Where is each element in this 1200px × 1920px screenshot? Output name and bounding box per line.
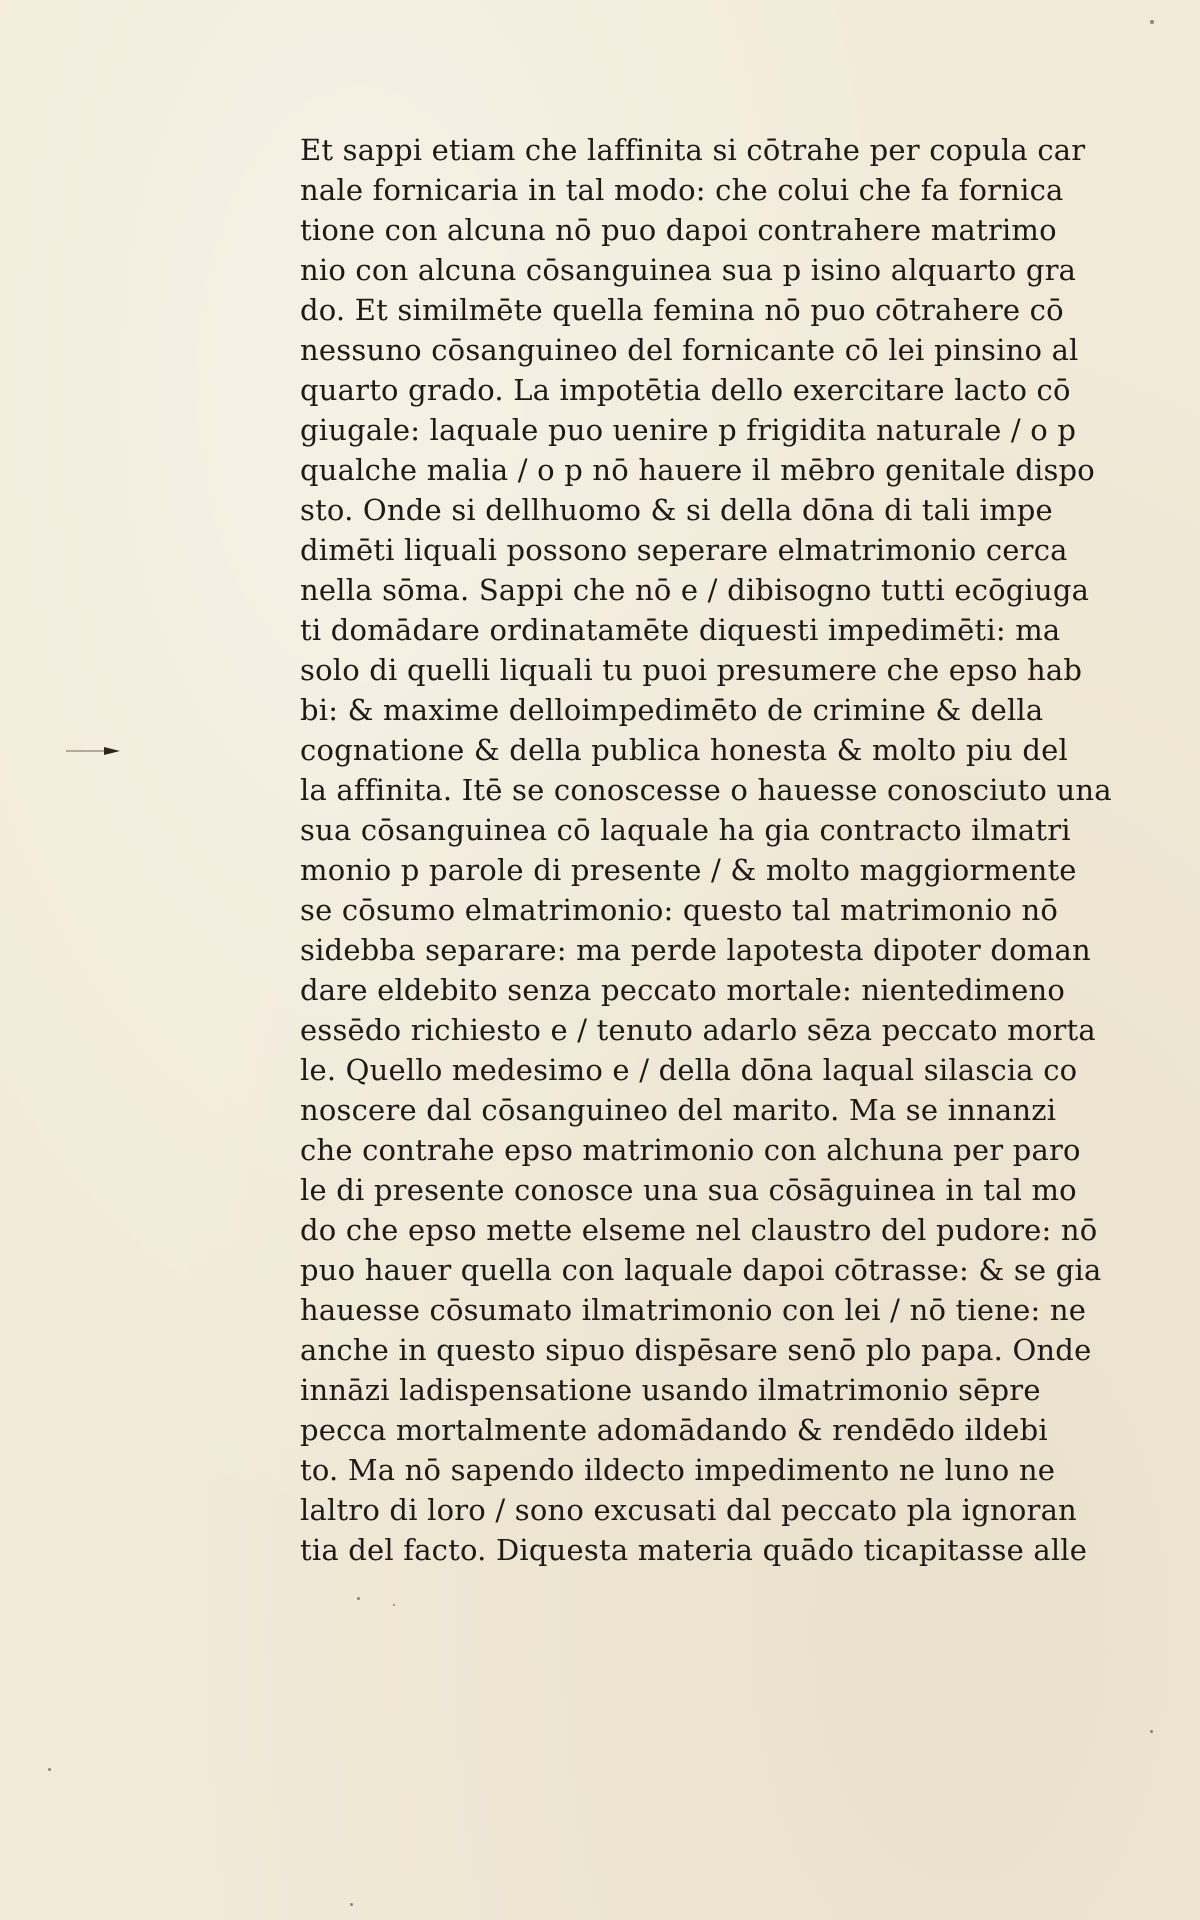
text-line: giugale: laquale puo uenire p frigidita naturale / o p [300, 413, 1077, 447]
paper-speck [48, 1768, 51, 1771]
paper-speck [393, 1604, 395, 1606]
text-column [300, 130, 1130, 1570]
text-line: nessuno cōsanguineo del fornicante cō lei pinsino al [300, 333, 1079, 367]
paper-speck [350, 1903, 353, 1906]
text-line: dimēti liquali possono seperare elmatrimonio cerca [300, 533, 1068, 567]
paper-speck [1150, 1730, 1153, 1733]
text-line: to. Ma nō sapendo ildecto impedimento ne luno ne [300, 1453, 1056, 1487]
text-line: se cōsumo elmatrimonio: questo tal matrimonio nō [300, 893, 1059, 927]
text-line: solo di quelli liquali tu puoi presumere che epso hab [300, 653, 1083, 687]
text-line: essēdo richiesto e / tenuto adarlo sēza peccato morta [300, 1013, 1096, 1047]
text-line: nio con alcuna cōsanguinea sua p isino alquarto gra [300, 253, 1077, 287]
text-line: nella sōma. Sappi che nō e / dibisogno tutti ecōgiuga [300, 573, 1090, 607]
text-line: pecca mortalmente adomādando & rendēdo ildebi [300, 1413, 1048, 1447]
paper-speck [357, 1597, 360, 1600]
text-line: la affinita. Itē se conoscesse o hauesse conosciuto una [300, 773, 1112, 807]
text-line: nale fornicaria in tal modo: che colui che fa fornica [300, 173, 1064, 207]
text-line: noscere dal cōsanguineo del marito. Ma se innanzi [300, 1093, 1057, 1127]
text-line: tia del facto. Diquesta materia quādo ticapitasse alle [300, 1533, 1088, 1567]
text-line: sto. Onde si dellhuomo & si della dōna di tali impe [300, 493, 1053, 527]
text-line: sidebba separare: ma perde lapotesta dipoter doman [300, 933, 1091, 967]
text-line: ti domādare ordinatamēte diquesti impedimēti: ma [300, 613, 1061, 647]
text-line: puo hauer quella con laquale dapoi cōtrasse: & se gia [300, 1253, 1102, 1287]
text-line: le. Quello medesimo e / della dōna laqual silascia co [300, 1053, 1078, 1087]
text-line: sua cōsanguinea cō laquale ha gia contracto ilmatri [300, 813, 1071, 847]
text-line: bi: & maxime delloimpedimēto de crimine & della [300, 693, 1044, 727]
text-line: laltro di loro / sono excusati dal peccato pla ignoran [300, 1493, 1077, 1527]
text-line: anche in questo sipuo dispēsare senō plo papa. Onde [300, 1333, 1092, 1367]
text-line: do. Et similmēte quella femina nō puo cōtrahere cō [300, 293, 1064, 327]
text-line: tione con alcuna nō puo dapoi contrahere matrimo [300, 213, 1057, 247]
text-line: dare eldebito senza peccato mortale: nientedimeno [300, 973, 1066, 1007]
margin-pointer-mark [66, 744, 126, 758]
text-line: hauesse cōsumato ilmatrimonio con lei / nō tiene: ne [300, 1293, 1087, 1327]
text-line: quarto grado. La impotētia dello exercitare lacto cō [300, 373, 1071, 407]
text-line: le di presente conosce una sua cōsāguinea in tal mo [300, 1173, 1077, 1207]
text-line: che contrahe epso matrimonio con alchuna per paro [300, 1133, 1081, 1167]
text-line: do che epso mette elseme nel claustro del pudore: nō [300, 1213, 1098, 1247]
text-line: cognatione & della publica honesta & molto piu del [300, 733, 1068, 767]
paper-speck [1150, 20, 1154, 24]
text-line: monio p parole di presente / & molto maggiormente [300, 853, 1077, 887]
text-line: Et sappi etiam che laffinita si cōtrahe per copula car [300, 133, 1086, 167]
text-line: qualche malia / o p nō hauere il mēbro genitale dispo [300, 453, 1095, 487]
text-line: innāzi ladispensatione usando ilmatrimonio sēpre [300, 1373, 1041, 1407]
